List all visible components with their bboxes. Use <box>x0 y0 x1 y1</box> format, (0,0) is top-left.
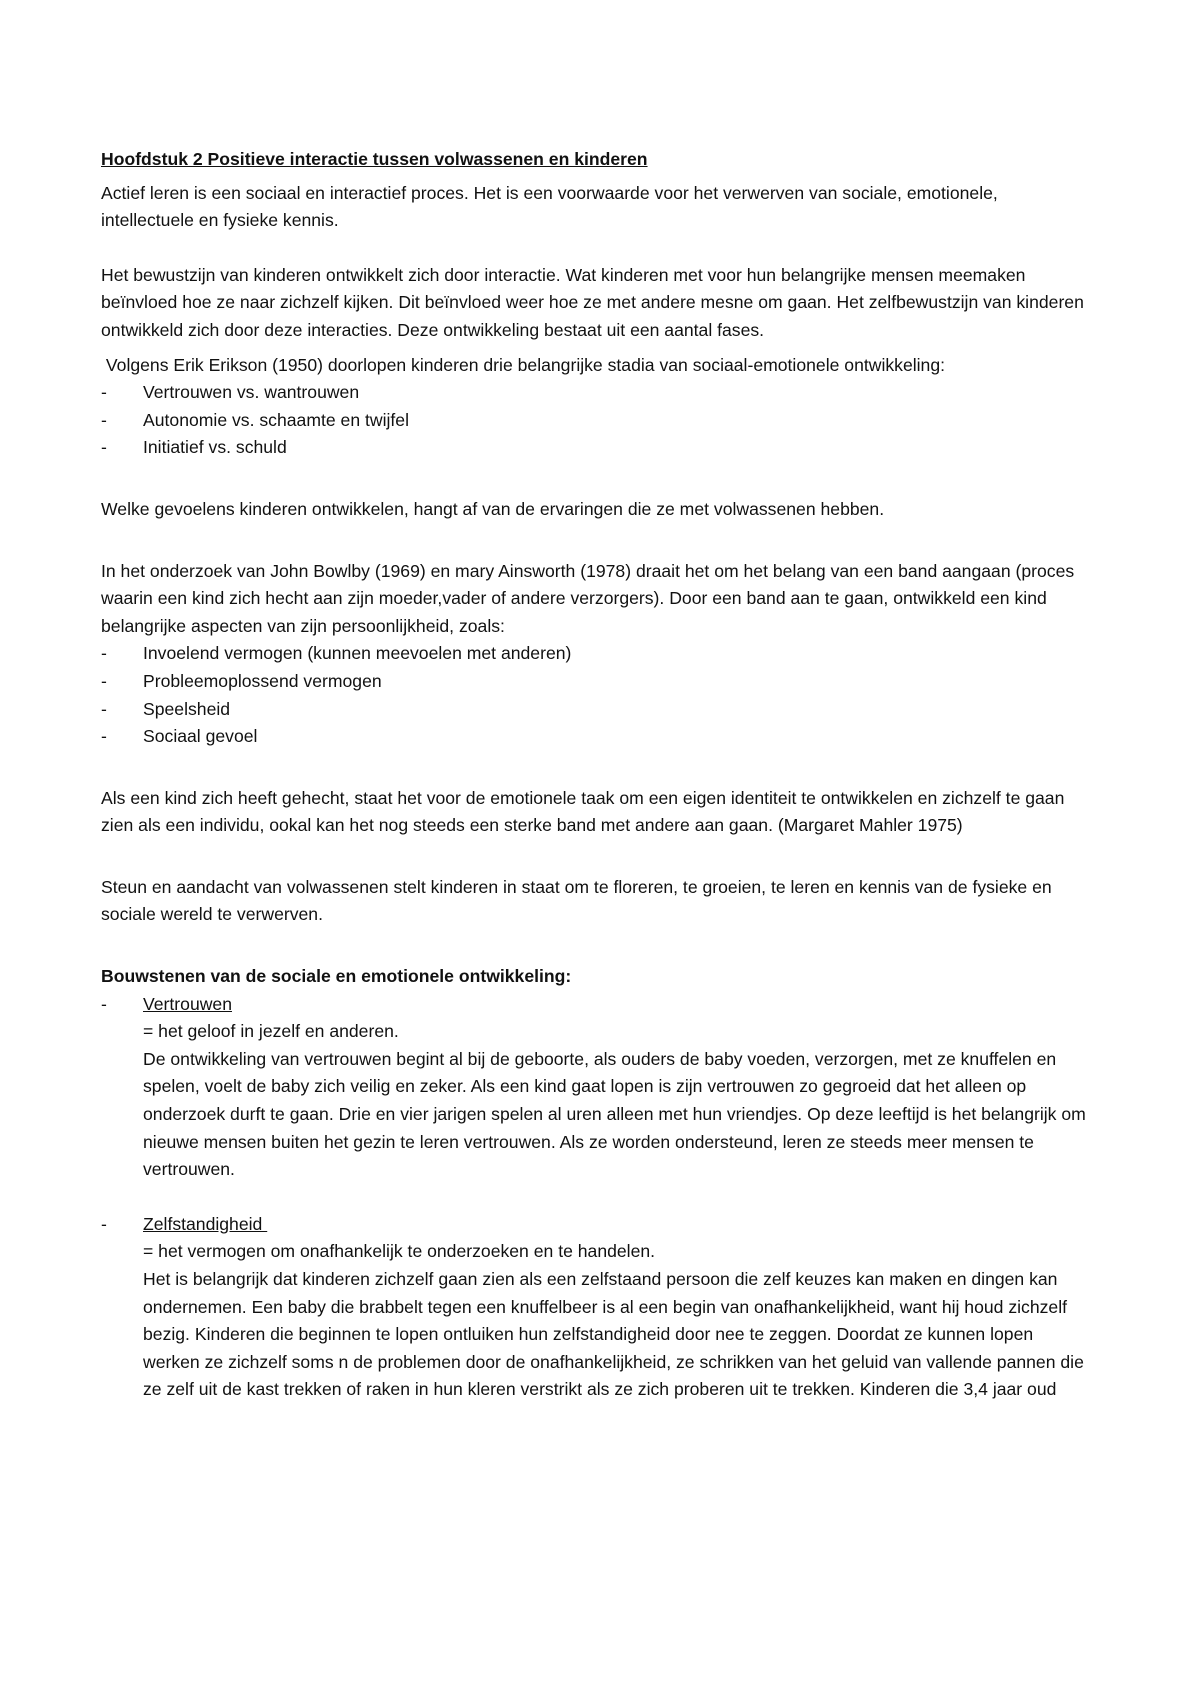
list-item: - Speelsheid <box>101 696 1091 724</box>
block-definition: = het geloof in jezelf en anderen. <box>143 1021 399 1042</box>
building-block-vertrouwen <box>101 991 1091 1184</box>
block-title: Zelfstandigheid <box>143 1213 268 1234</box>
block-body: De ontwikkeling van vertrouwen begint al bij de geboorte, als ouders de baby voeden, verzorgen, met ze knuffelen en spelen, voelt de baby zich veilig en zeker. Als een kind gaat lopen is zijn vertrouwen zo gegroeid dat het alleen op onderzoek durft te gaan. Drie en vier jarigen spelen al uren alleen met hun vriendjes. Op deze leeftijd is het belangrijk om nieuwe mensen buiten het gezin te leren vertrouwen. Als ze worden ondersteund, leren ze steeds meer mensen te vertrouwen. <box>143 1048 1086 1180</box>
list-item: - Sociaal gevoel <box>101 723 1091 751</box>
dash-bullet: - <box>101 1213 107 1234</box>
block-definition: = het vermogen om onafhankelijk te onderzoeken en te handelen. <box>143 1241 656 1262</box>
erikson-stages-list <box>101 379 1091 462</box>
document-page <box>101 146 1091 1404</box>
list-item: - Invoelend vermogen (kunnen meevoelen met anderen) <box>101 640 1091 668</box>
chapter-heading: Hoofdstuk 2 Positieve interactie tussen volwassenen en kinderen <box>101 149 648 169</box>
block-title: Vertrouwen <box>143 993 232 1014</box>
mahler-paragraph: Als een kind zich heeft gehecht, staat het voor de emotionele taak om een eigen identiteit te ontwikkelen en zichzelf te gaan zien als een individu, ookal kan het nog steeds een sterke band met andere aan gaan. (Margaret Mahler 1975) <box>101 787 1065 836</box>
list-item: - Initiatief vs. schuld <box>101 434 1091 462</box>
bewustzijn-paragraph: Het bewustzijn van kinderen ontwikkelt zich door interactie. Wat kinderen met voor hun belangrijke mensen meemaken beïnvloed hoe ze naar zichzelf kijken. Dit beïnvloed weer hoe ze met andere mesne om gaan. Het zelfbewustzijn van kinderen ontwikkeld zich door deze interacties. Deze ontwikkeling bestaat uit een aantal fases. <box>101 264 1084 340</box>
personality-aspects-list <box>101 640 1091 750</box>
list-item: - Probleemoplossend vermogen <box>101 668 1091 696</box>
list-item: - Autonomie vs. schaamte en twijfel <box>101 407 1091 435</box>
list-item: - Vertrouwen vs. wantrouwen <box>101 379 1091 407</box>
intro-paragraph: Actief leren is een sociaal en interactief proces. Het is een voorwaarde voor het verwerven van sociale, emotionele, intellectuele en fysieke kennis. <box>101 182 998 231</box>
gevoelens-paragraph: Welke gevoelens kinderen ontwikkelen, hangt af van de ervaringen die ze met volwassenen hebben. <box>101 498 885 519</box>
steun-paragraph: Steun en aandacht van volwassenen stelt kinderen in staat om te floreren, te groeien, te leren en kennis van de fysieke en sociale wereld te verwerven. <box>101 876 1052 925</box>
block-body: Het is belangrijk dat kinderen zichzelf gaan zien als een zelfstaand persoon die zelf keuzes kan maken en dingen kan ondernemen. Een baby die brabbelt tegen een knuffelbeer is al een begin van onafhankelijkheid, want hij houd zichzelf bezig. Kinderen die beginnen te lopen ontluiken hun zelfstandigheid door nee te zeggen. Doordat ze kunnen lopen werken ze zichzelf soms n de problemen door de onafhankelijkheid, ze schrikken van het geluid van vallende pannen die ze zelf uit de kast trekken of raken in hun kleren verstrikt als ze zich proberen uit te trekken. Kinderen die 3,4 jaar oud <box>143 1269 1084 1400</box>
building-block-zelfstandigheid <box>101 1211 1091 1404</box>
erikson-paragraph: Volgens Erik Erikson (1950) doorlopen kinderen drie belangrijke stadia van sociaal-emotionele ontwikkeling: <box>101 354 946 375</box>
dash-bullet: - <box>101 993 107 1014</box>
bowlby-paragraph: In het onderzoek van John Bowlby (1969) en mary Ainsworth (1978) draait het om het belang van een band aangaan (proces waarin een kind zich hecht aan zijn moeder,vader of andere verzorgers). Door een band aan te gaan, ontwikkeld een kind belangrijke aspecten van zijn persoonlijkheid, zoals: <box>101 560 1075 636</box>
building-blocks-heading: Bouwstenen van de sociale en emotionele ontwikkeling: <box>101 966 572 987</box>
